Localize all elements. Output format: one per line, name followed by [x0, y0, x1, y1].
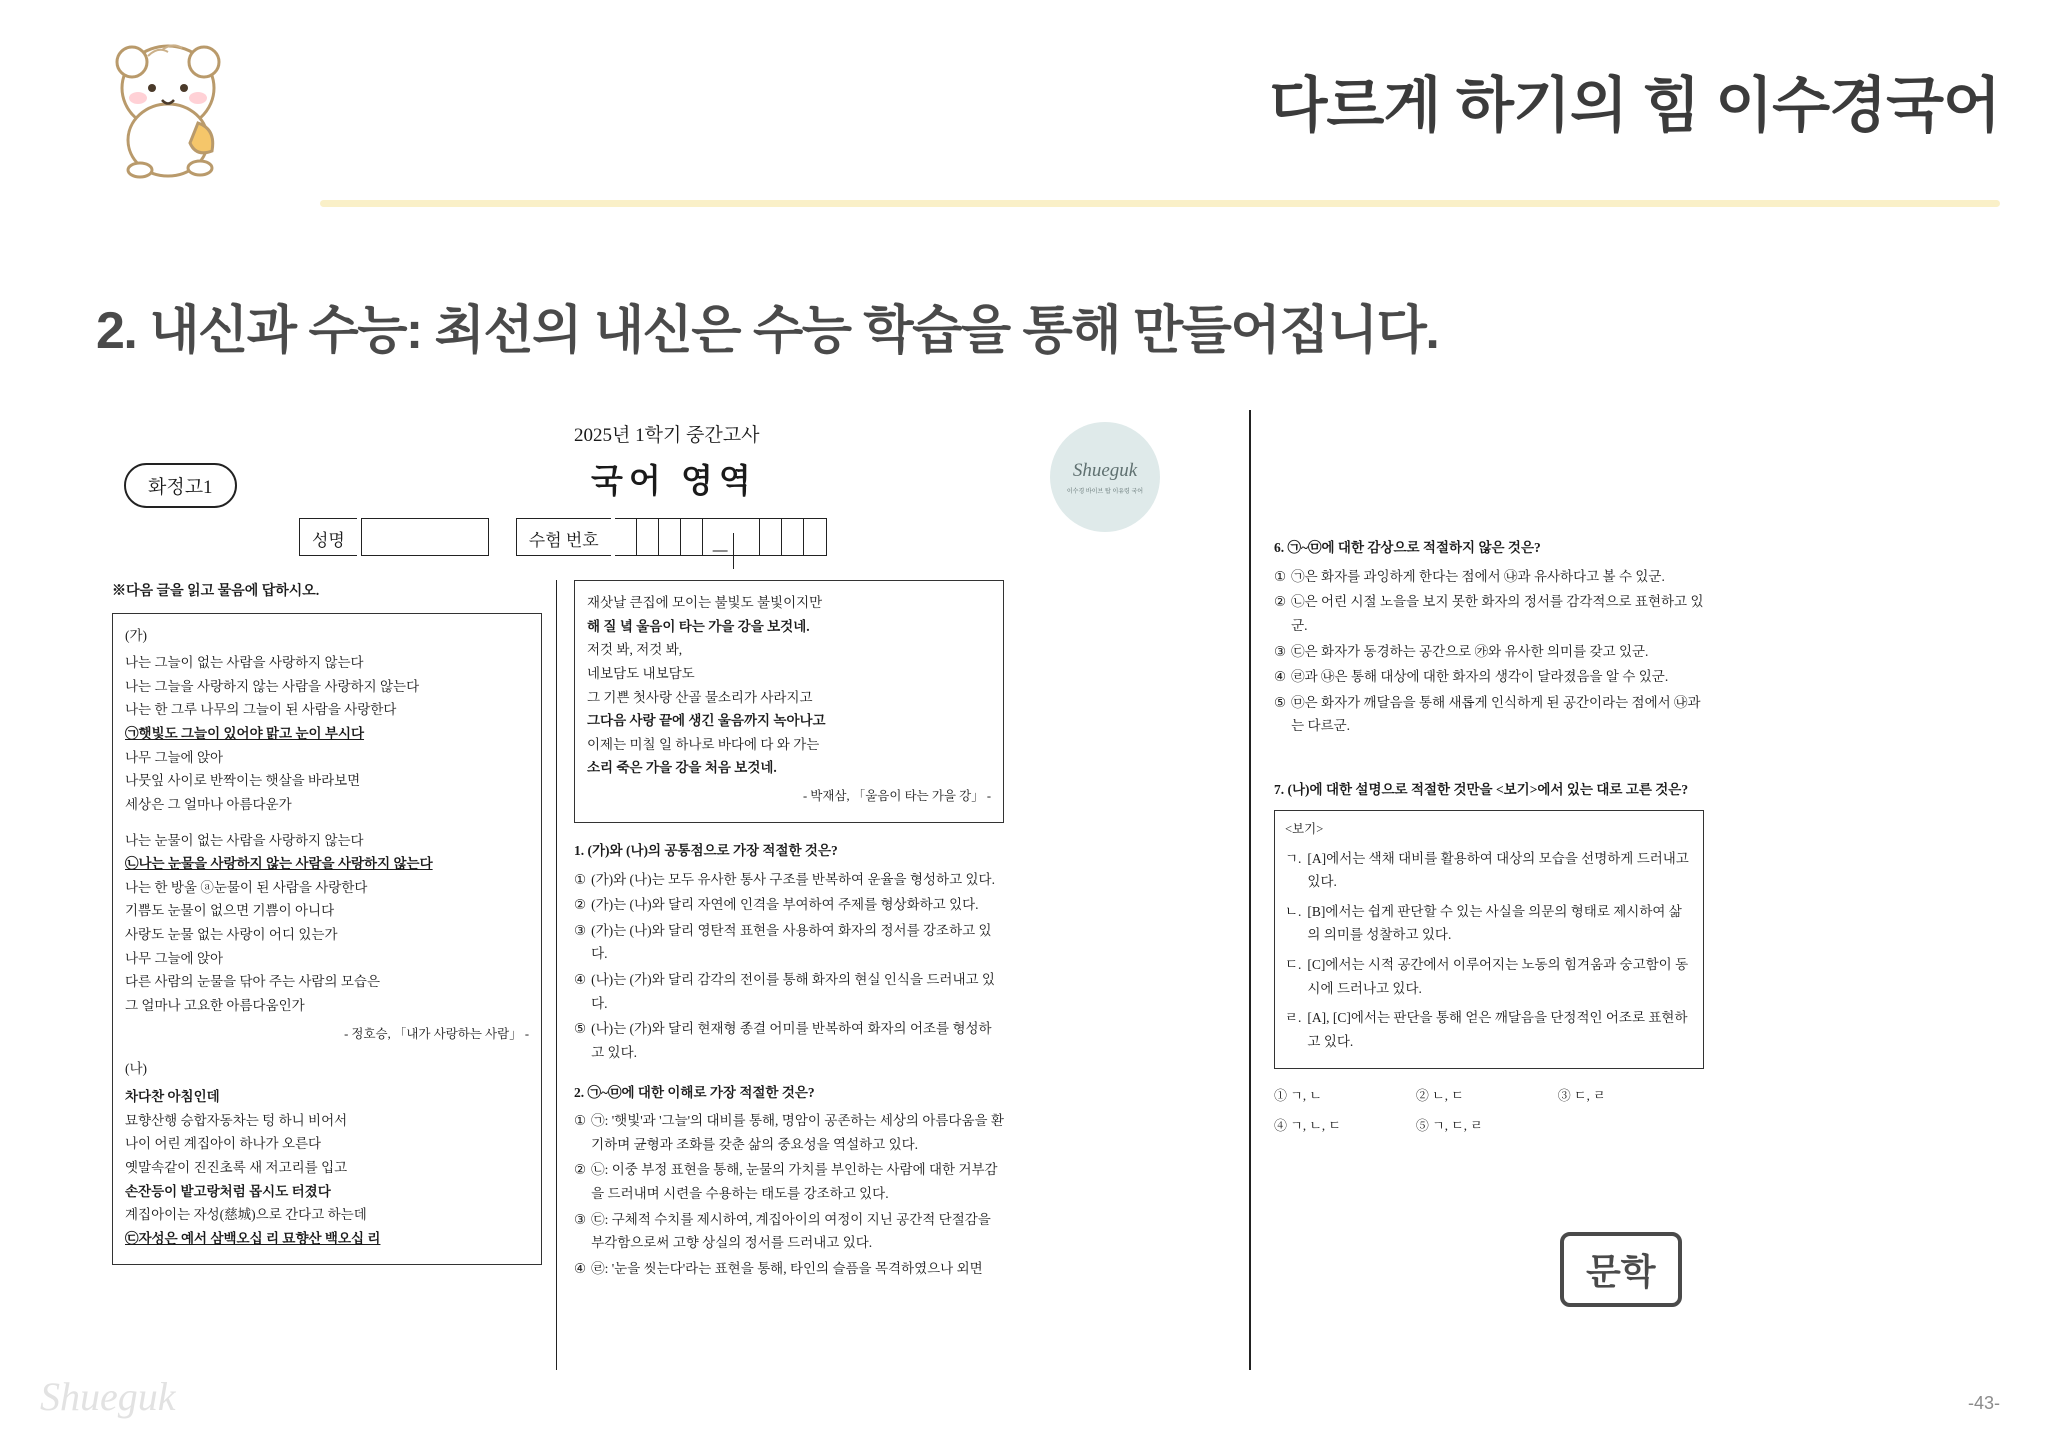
exam-number-dash: —	[708, 533, 734, 569]
answer-text: ㄷ, ㄹ	[1574, 1087, 1606, 1103]
bogi-text: [B]에서는 쉽게 판단할 수 있는 사실을 의문의 형태로 제시하여 삶의 의미를 성찰하고 있다.	[1307, 903, 1682, 943]
choice-text: ㉠은 화자를 과잉하게 한다는 점에서 ㉯과 유사하다고 볼 수 있군.	[1291, 568, 1665, 584]
question-6-stem	[1274, 536, 1704, 560]
passage-line: 나무 그늘에 앉아	[125, 749, 224, 765]
choice[interactable]	[1274, 590, 1704, 637]
question-1-text: (가)와 (나)의 공통점으로 가장 적절한 것은?	[587, 842, 838, 858]
answer-number: ①	[1274, 1087, 1288, 1103]
name-field[interactable]	[361, 518, 489, 556]
question-2-number: 2.	[574, 1084, 585, 1100]
mascot-icon	[88, 28, 248, 188]
answer-number: ②	[1415, 1087, 1429, 1103]
choice-text: ㉡은 어린 시절 노을을 보지 못한 화자의 정서를 감각적으로 표현하고 있군.	[1291, 594, 1704, 633]
bogi-item	[1285, 953, 1693, 1000]
choice-number: ①	[574, 1113, 587, 1129]
choice-text: (가)는 (나)와 달리 영탄적 표현을 사용하여 화자의 정서를 강조하고 있다.	[591, 922, 992, 962]
passage-line: 세상은 그 얼마나 아름다운가	[125, 796, 292, 812]
answer-number: ③	[1557, 1087, 1571, 1103]
question-6-number: 6.	[1274, 540, 1285, 555]
bogi-item	[1285, 847, 1693, 894]
stamp-main-text: Shueguk	[1072, 459, 1138, 481]
choice[interactable]	[574, 919, 1004, 966]
passage-line: 나는 눈물이 없는 사람을 사랑하지 않는다	[125, 832, 364, 848]
passage-line-break	[125, 817, 529, 829]
answer-text: ㄴ, ㄷ	[1432, 1087, 1464, 1103]
question-7-answers	[1274, 1085, 1704, 1147]
choice[interactable]	[574, 1208, 1004, 1255]
exam-column-1	[112, 580, 542, 1279]
answer-number: ④	[1274, 1118, 1288, 1134]
passage-line: 다른 사람의 눈물을 닦아 주는 사람의 모습은	[125, 974, 380, 990]
passage-line: 나는 한 방울 ⓐ눈물이 된 사람을 사랑한다	[125, 879, 368, 895]
passage-na-tag: (나)	[125, 1061, 148, 1077]
bogi-mark: ㄹ.	[1285, 1010, 1302, 1026]
column-divider-left	[556, 580, 557, 1370]
passage-line: 나는 한 그루 나무의 그늘이 된 사람을 사랑한다	[125, 702, 397, 718]
question-7-number: 7.	[1274, 782, 1285, 797]
passage-ga	[112, 613, 542, 1266]
choice-number: ②	[574, 897, 587, 913]
bogi-mark: ㄷ.	[1285, 957, 1302, 972]
passage-line: 나뭇잎 사이로 반짝이는 햇살을 바라보면	[125, 773, 361, 789]
passage-line-marked: ㉡나는 눈물을 사랑하지 않는 사람을 사랑하지 않는다	[125, 856, 433, 872]
choice-number: ④	[574, 1260, 587, 1276]
answer-option[interactable]	[1416, 1085, 1558, 1108]
header-divider	[320, 200, 2000, 207]
question-2	[574, 1081, 1004, 1281]
question-7-stem	[1274, 778, 1704, 802]
school-badge: 화정고1	[124, 463, 237, 508]
choice-number: ②	[1274, 594, 1287, 610]
bogi-text: [A]에서는 색채 대비를 활용하여 대상의 모습을 선명하게 드러내고 있다.	[1307, 850, 1689, 890]
passage-na2-attribution: - 박재삼, 「울음이 타는 가을 강」 -	[802, 789, 991, 803]
choice-text: (나)는 (가)와 달리 감각의 전이를 통해 화자의 현실 인식을 드러내고 있다.	[591, 972, 995, 1011]
answer-option[interactable]	[1274, 1085, 1416, 1108]
bogi-item	[1285, 1006, 1693, 1053]
question-7-text: (나)에 대한 설명으로 적절한 것만을 <보기>에서 있는 대로 고른 것은?	[1287, 782, 1689, 797]
choice-text: ㉤은 화자가 깨달음을 통해 새롭게 인식하게 된 공간이라는 점에서 ㉯과는 다르군.	[1291, 694, 1701, 734]
subject-badge: 문학	[1560, 1232, 1682, 1307]
choice[interactable]	[1274, 691, 1704, 738]
passage-spacer	[125, 1045, 529, 1057]
passage-line-marked: ㉠햇빛도 그늘이 있어야 맑고 눈이 부시다	[125, 726, 365, 741]
choice[interactable]	[574, 893, 1004, 917]
choice[interactable]	[574, 1017, 1004, 1064]
choice[interactable]	[574, 868, 1004, 892]
choice-text: ㉢: 구체적 수치를 제시하여, 계집아이의 여정이 지닌 공간적 단절감을 부각함으로써 고향 상실의 정서를 드러내고 있다.	[591, 1211, 991, 1251]
exam-column-3	[1274, 520, 1704, 1146]
name-label: 성명	[299, 518, 357, 556]
choice-text: ㉠: '햇빛'과 '그늘'의 대비를 통해, 명암이 공존하는 세상의 아름다움을 환기하며 균형과 조화를 갖춘 삶의 중요성을 역설하고 있다.	[591, 1113, 1004, 1152]
brand-stamp-icon	[1050, 422, 1160, 532]
passage-line: 네보담도 내보담도	[587, 665, 695, 681]
page-title: 2. 내신과 수능: 최선의 내신은 수능 학습을 통해 만들어집니다.	[96, 302, 1439, 360]
answer-option[interactable]	[1416, 1115, 1558, 1138]
answer-text: ㄱ, ㄴ, ㄷ	[1290, 1118, 1341, 1134]
choice[interactable]	[1274, 640, 1704, 664]
page-number: -43-	[1967, 1393, 2000, 1413]
passage-line: 나는 그늘이 없는 사람을 사랑하지 않는다	[125, 655, 364, 671]
answer-option[interactable]	[1274, 1115, 1416, 1138]
question-1-stem	[574, 839, 1004, 863]
bogi-text: [A], [C]에서는 판단을 통해 얻은 깨달음을 단정적인 어조로 표현하고 있다.	[1307, 1010, 1688, 1049]
passage-line: 차다찬 아침인데	[125, 1089, 220, 1104]
brand-title: 다르게 하기의 힘 이수경국어	[1269, 72, 2000, 139]
choice-text: (나)는 (가)와 달리 현재형 종결 어미를 반복하여 화자의 어조를 형성하고 있다.	[591, 1021, 992, 1060]
passage-line: 사랑도 눈물 없는 사랑이 어디 있는가	[125, 927, 338, 942]
passage-line: 나이 어린 계집아이 하나가 오른다	[125, 1136, 322, 1152]
passage-line: 손잔등이 밭고랑처럼 몹시도 터졌다	[125, 1183, 331, 1199]
passage-ga-tag: (가)	[125, 627, 148, 643]
choice-number: ③	[574, 1211, 587, 1227]
choice[interactable]	[574, 1109, 1004, 1156]
question-6	[1274, 536, 1704, 738]
choice-text: (가)는 (나)와 달리 자연에 인격을 부여하여 주제를 형상화하고 있다.	[591, 897, 979, 913]
bogi-mark: ㄱ.	[1285, 850, 1302, 866]
question-1	[574, 839, 1004, 1065]
bogi-item	[1285, 900, 1693, 947]
choice[interactable]	[574, 1158, 1004, 1205]
passage-line: 나무 그늘에 앉아	[125, 950, 224, 966]
exam-number-label: 수험 번호	[516, 518, 611, 556]
choice-number: ④	[574, 972, 587, 987]
question-1-number: 1.	[574, 842, 585, 858]
choice-number: ③	[574, 922, 587, 938]
choice[interactable]	[1274, 565, 1704, 589]
column-divider-right	[1249, 410, 1251, 1370]
exam-subject-title: 국어 영역	[591, 464, 757, 500]
choice[interactable]	[574, 968, 1004, 1015]
passage-line: 재삿날 큰집에 모이는 불빛도 불빛이지만	[587, 595, 823, 610]
question-2-text: ㉠~㉤에 대한 이해로 가장 적절한 것은?	[587, 1084, 815, 1100]
choice[interactable]	[1274, 665, 1704, 689]
choice-text: ㉣: '눈을 씻는다'라는 표현을 통해, 타인의 슬픔을 목격하였으나 외면	[591, 1260, 983, 1276]
question-7	[1274, 778, 1704, 1146]
bogi-label: <보기>	[1285, 821, 1324, 836]
choice[interactable]	[574, 1257, 1004, 1281]
choice-text: ㉡: 이중 부정 표현을 통해, 눈물의 가치를 부인하는 사람에 대한 거부감을 드러내며 시련을 수용하는 태도를 강조하고 있다.	[591, 1162, 998, 1201]
passage-line: 저것 봐, 저것 봐,	[587, 642, 683, 658]
choice-number: ④	[1274, 669, 1287, 685]
choice-number: ①	[574, 871, 587, 887]
passage-line: 옛말속같이 진진초록 새 저고리를 입고	[125, 1159, 348, 1175]
passage-line: 나는 그늘을 사랑하지 않는 사람을 사랑하지 않는다	[125, 678, 420, 694]
choice-text: ㉢은 화자가 동경하는 공간으로 ㉮와 유사한 의미를 갖고 있군.	[1291, 643, 1649, 659]
bogi-mark: ㄴ.	[1285, 903, 1302, 919]
identity-row	[299, 518, 827, 559]
passage-line: 그 기쁜 첫사랑 산골 물소리가 사라지고	[587, 689, 813, 705]
passage-ga-attribution: - 정호승, 「내가 사랑하는 사람」 -	[344, 1026, 529, 1041]
passage-line: 그다음 사랑 끝에 생긴 울음까지 녹아나고	[587, 713, 826, 729]
exam-sheet	[104, 410, 1954, 1370]
exam-semester: 2025년 1학기 중간고사	[574, 425, 760, 446]
choice-text: (가)와 (나)는 모두 유사한 통사 구조를 반복하여 운율을 형성하고 있다.	[591, 871, 995, 887]
answer-number: ⑤	[1415, 1118, 1429, 1134]
passage-line: 이제는 미칠 일 하나로 바다에 다 와 가는	[587, 736, 820, 752]
passage-line: 묘향산행 승합자동차는 텅 하니 비어서	[125, 1112, 348, 1128]
passage-line: 소리 죽은 가을 강을 처음 보것네.	[587, 760, 777, 776]
exam-column-2	[574, 580, 1004, 1283]
choice-number: ③	[1274, 643, 1287, 659]
passage-na2	[574, 580, 1004, 823]
choice-number: ⑤	[1274, 694, 1287, 710]
question-6-text: ㉠~㉤에 대한 감상으로 적절하지 않은 것은?	[1287, 540, 1541, 555]
answer-text: ㄱ, ㄷ, ㄹ	[1432, 1118, 1483, 1134]
passage-line: 해 질 녘 울음이 타는 가을 강을 보것네.	[587, 618, 810, 634]
answer-text: ㄱ, ㄴ	[1290, 1087, 1322, 1103]
passage-line-marked: ㉢자성은 예서 삼백오십 리 묘향산 백오십 리	[125, 1230, 381, 1246]
passage-line: 그 얼마나 고요한 아름다움인가	[125, 997, 305, 1013]
choice-text: ㉣과 ㉯은 통해 대상에 대한 화자의 생각이 달라졌음을 알 수 있군.	[1291, 669, 1669, 685]
passage-line: 기쁨도 눈물이 없으면 기쁨이 아니다	[125, 903, 335, 919]
passage-line: 계집아이는 자성(慈城)으로 간다고 하는데	[125, 1207, 367, 1223]
instruction-text: ※다음 글을 읽고 물음에 답하시오.	[112, 584, 320, 599]
stamp-sub-text: 이수경 바이브 탑 이유령 국어	[1066, 488, 1144, 495]
bogi-box	[1274, 810, 1704, 1069]
exam-number-cells[interactable]	[615, 518, 827, 559]
choice-number: ②	[574, 1162, 587, 1178]
choice-number: ①	[1274, 568, 1287, 584]
answer-option[interactable]	[1558, 1085, 1700, 1108]
choice-number: ⑤	[574, 1021, 587, 1037]
bogi-text: [C]에서는 시적 공간에서 이루어지는 노동의 힘겨움과 숭고함이 동시에 드러나고 있다.	[1307, 957, 1689, 996]
footer-logo: Shueguk	[40, 1374, 176, 1419]
question-2-stem	[574, 1081, 1004, 1105]
